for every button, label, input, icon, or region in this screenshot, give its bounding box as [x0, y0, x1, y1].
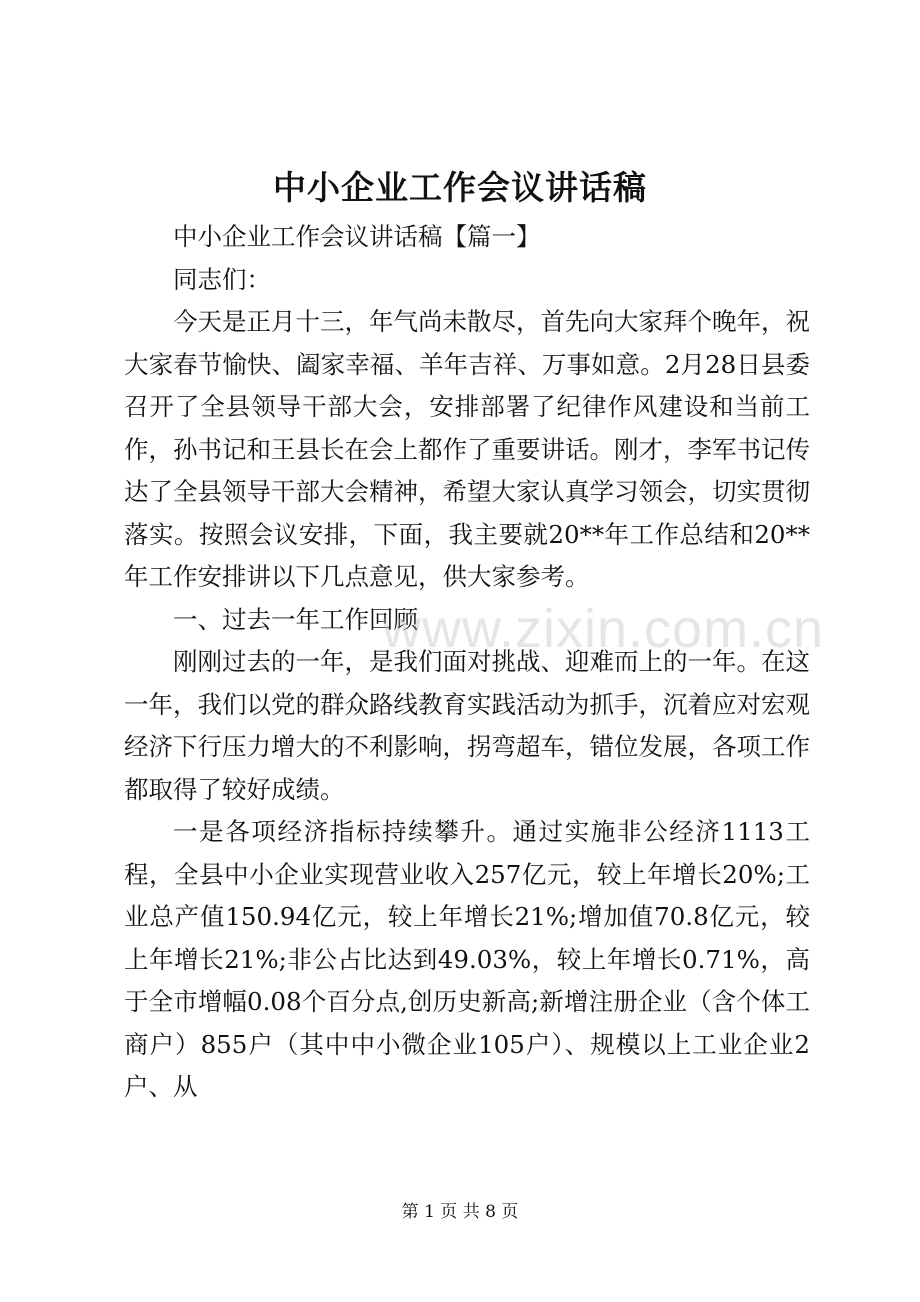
page-footer: 第 1 页 共 8 页: [401, 1202, 519, 1222]
section-heading: 中小企业工作会议讲话稿【篇一】: [173, 222, 541, 251]
body-paragraph: 刚刚过去的一年，是我们面对挑战、迎难而上的一年。在这一年，我们以党的群众路线教育实践活动为抓手，沉着应对宏观经济下行压力增大的不利影响，拐弯超车，错位发展，各项工作都取得了较好成绩。: [124, 647, 810, 804]
body-paragraph: 一是各项经济指标持续攀升。通过实施非公经济1113工程，全县中小企业实现营业收入257亿元，较上年增长20%;工业总产值150.94亿元，较上年增长21%;增加值70.8亿元，较上年增长21%;非公占比达到49.03%，较上年增长0.71%，高于全市增幅0.08个百分点,创历史新高;新增注册企业（含个体工商户）855户（其中中小微企业105户）、规模以上工业企业2户、从: [124, 817, 810, 1101]
body-paragraph: 今天是正月十三，年气尚未散尽，首先向大家拜个晚年，祝大家春节愉快、阖家幸福、羊年吉祥、万事如意。2月28日县委召开了全县领导干部大会，安排部署了纪律作风建设和当前工作，孙书记和王县长在会上都作了重要讲话。刚才，李军书记传达了全县领导干部大会精神，希望大家认真学习领会，切实贯彻落实。按照会议安排，下面，我主要就20**年工作总结和20**年工作安排讲以下几点意见，供大家参考。: [124, 307, 810, 591]
document-title: 中小企业工作会议讲话稿: [273, 168, 647, 207]
section-heading: 一、过去一年工作回顾: [173, 604, 418, 634]
document-body: [124, 216, 810, 1109]
watermark: www.zixin.com.cn: [382, 599, 825, 659]
salutation: 同志们：: [173, 264, 271, 294]
